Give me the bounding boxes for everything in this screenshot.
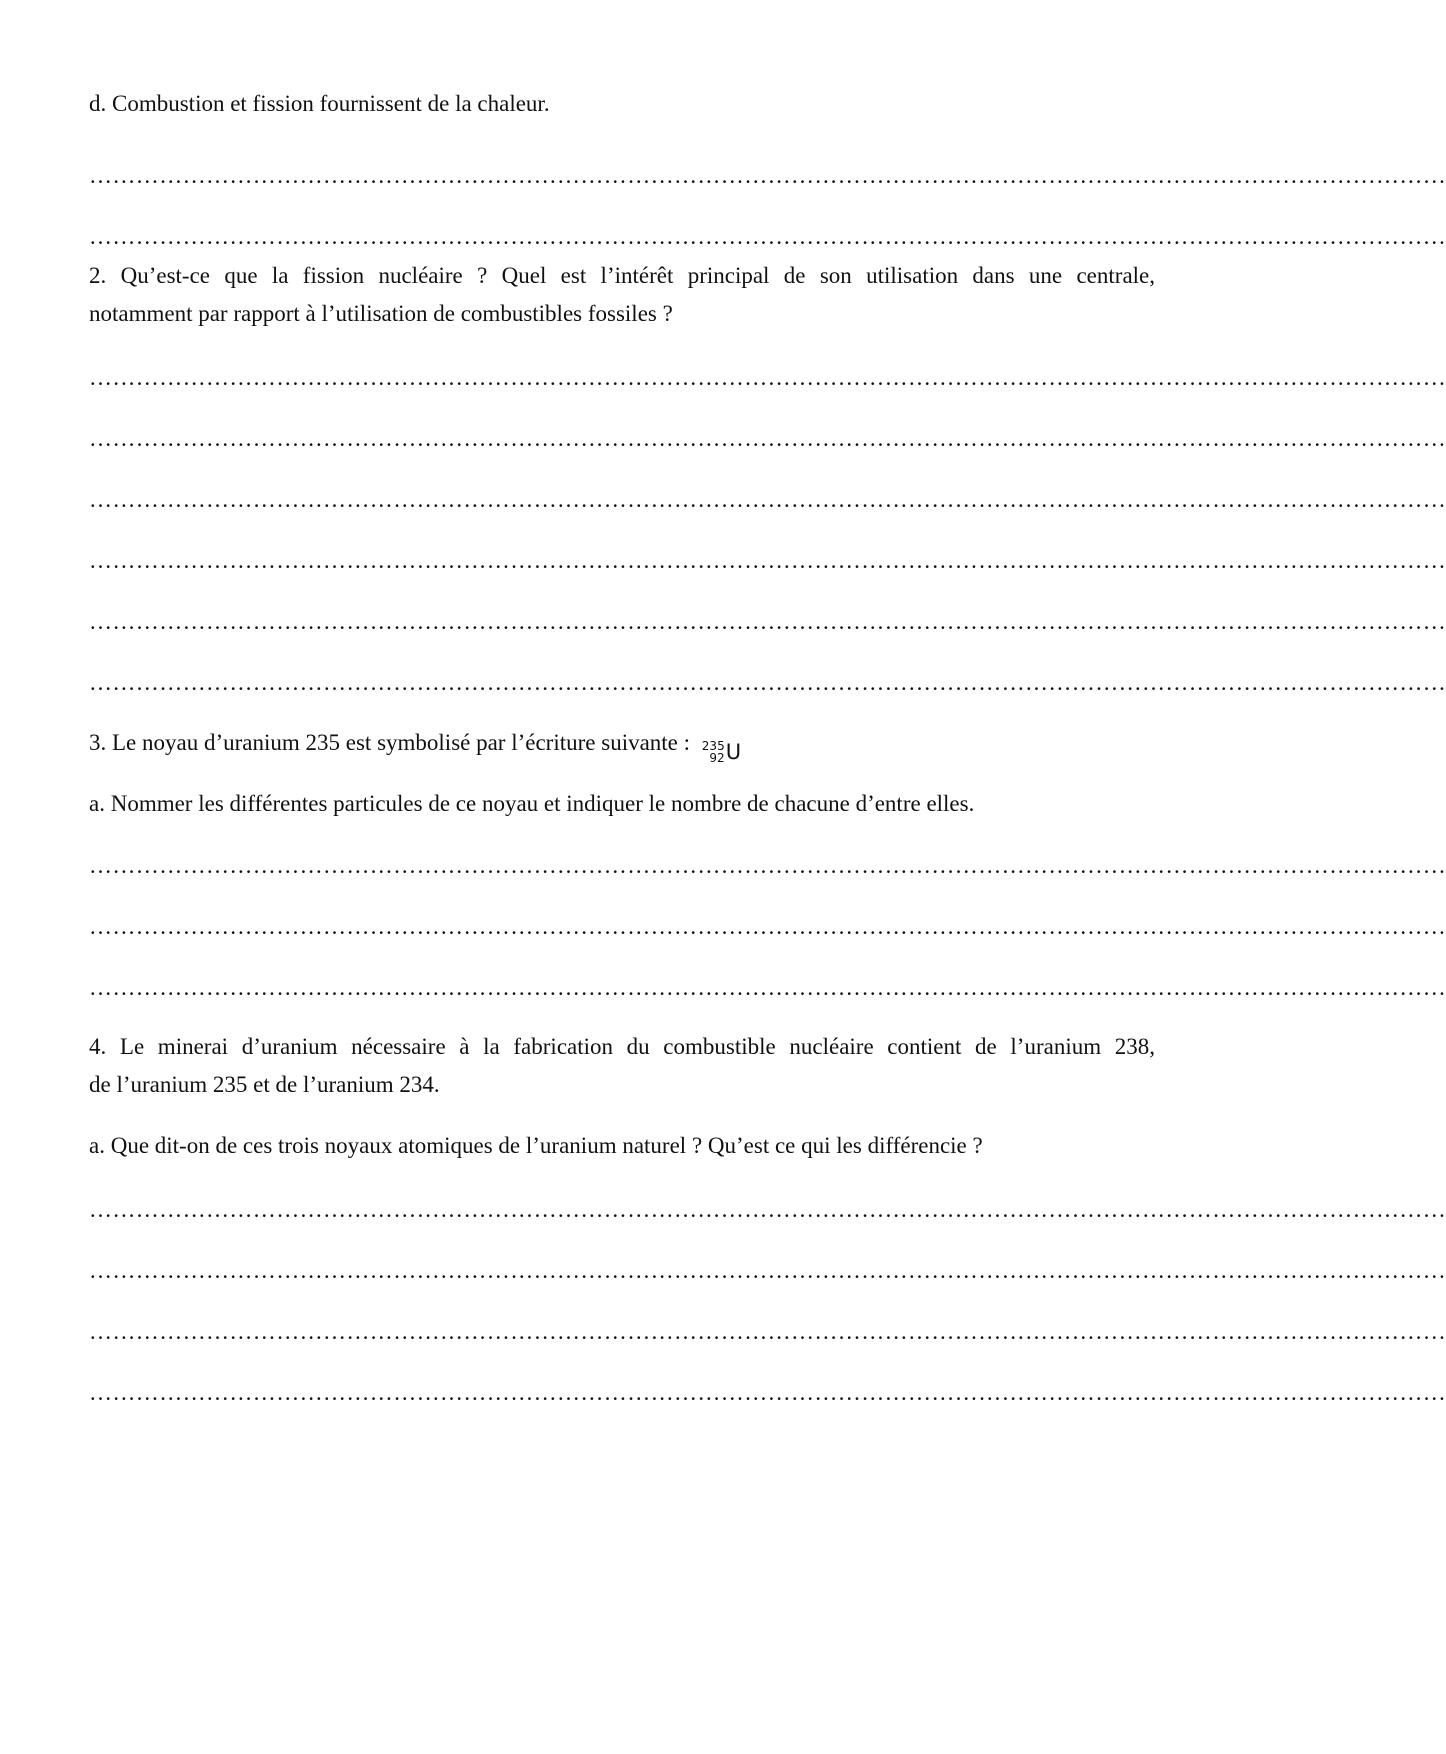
question-1d: d. Combustion et fission fournissent de la chaleur. (89, 91, 550, 116)
answer-line: ………………………………………………………………………………………………………………………………………………………… (89, 1197, 1446, 1222)
question-2-line-2: notamment par rapport à l’utilisation de combustibles fossiles ? (89, 301, 673, 326)
question-3-intro (89, 722, 1155, 773)
question-2-line-1: 2. Qu’est-ce que la fission nucléaire ? Quel est l’intérêt principal de son utilisation dans une centrale, (89, 263, 1155, 288)
answer-line: ………………………………………………………………………………………………………………………………………………………… (89, 1319, 1446, 1344)
answer-line: ………………………………………………………………………………………………………………………………………………………… (89, 487, 1446, 512)
answer-line: ………………………………………………………………………………………………………………………………………………………… (89, 670, 1446, 695)
atomic-number: 92 (709, 751, 725, 765)
question-4a: a. Que dit-on de ces trois noyaux atomiques de l’uranium naturel ? Qu’est ce qui les différencie ? (89, 1133, 983, 1158)
question-3-text: 3. Le noyau d’uranium 235 est symbolisé par l’écriture suivante : (89, 730, 691, 755)
mass-number: 235 (701, 739, 725, 753)
answer-line: ………………………………………………………………………………………………………………………………………………………… (89, 853, 1446, 878)
answer-line: ………………………………………………………………………………………………………………………………………………………… (89, 1380, 1446, 1405)
answer-line: ………………………………………………………………………………………………………………………………………………………… (89, 426, 1446, 451)
question-3a: a. Nommer les différentes particules de ce noyau et indiquer le nombre de chacune d’entre elles. (89, 791, 975, 816)
uranium-235-symbol (702, 731, 741, 773)
answer-line: ………………………………………………………………………………………………………………………………………………………… (89, 548, 1446, 573)
question-4-line-2: de l’uranium 235 et de l’uranium 234. (89, 1072, 440, 1097)
answer-line: ………………………………………………………………………………………………………………………………………………………… (89, 224, 1446, 249)
answer-line: ………………………………………………………………………………………………………………………………………………………… (89, 914, 1446, 939)
question-4-line-1: 4. Le minerai d’uranium nécessaire à la fabrication du combustible nucléaire contient de l’uranium 238, (89, 1034, 1155, 1059)
answer-line: ………………………………………………………………………………………………………………………………………………………… (89, 163, 1446, 188)
element-symbol: U (725, 740, 742, 764)
answer-line: ………………………………………………………………………………………………………………………………………………………… (89, 975, 1446, 1000)
answer-line: ………………………………………………………………………………………………………………………………………………………… (89, 365, 1446, 390)
answer-line: ………………………………………………………………………………………………………………………………………………………… (89, 1258, 1446, 1283)
answer-line: ………………………………………………………………………………………………………………………………………………………… (89, 609, 1446, 634)
